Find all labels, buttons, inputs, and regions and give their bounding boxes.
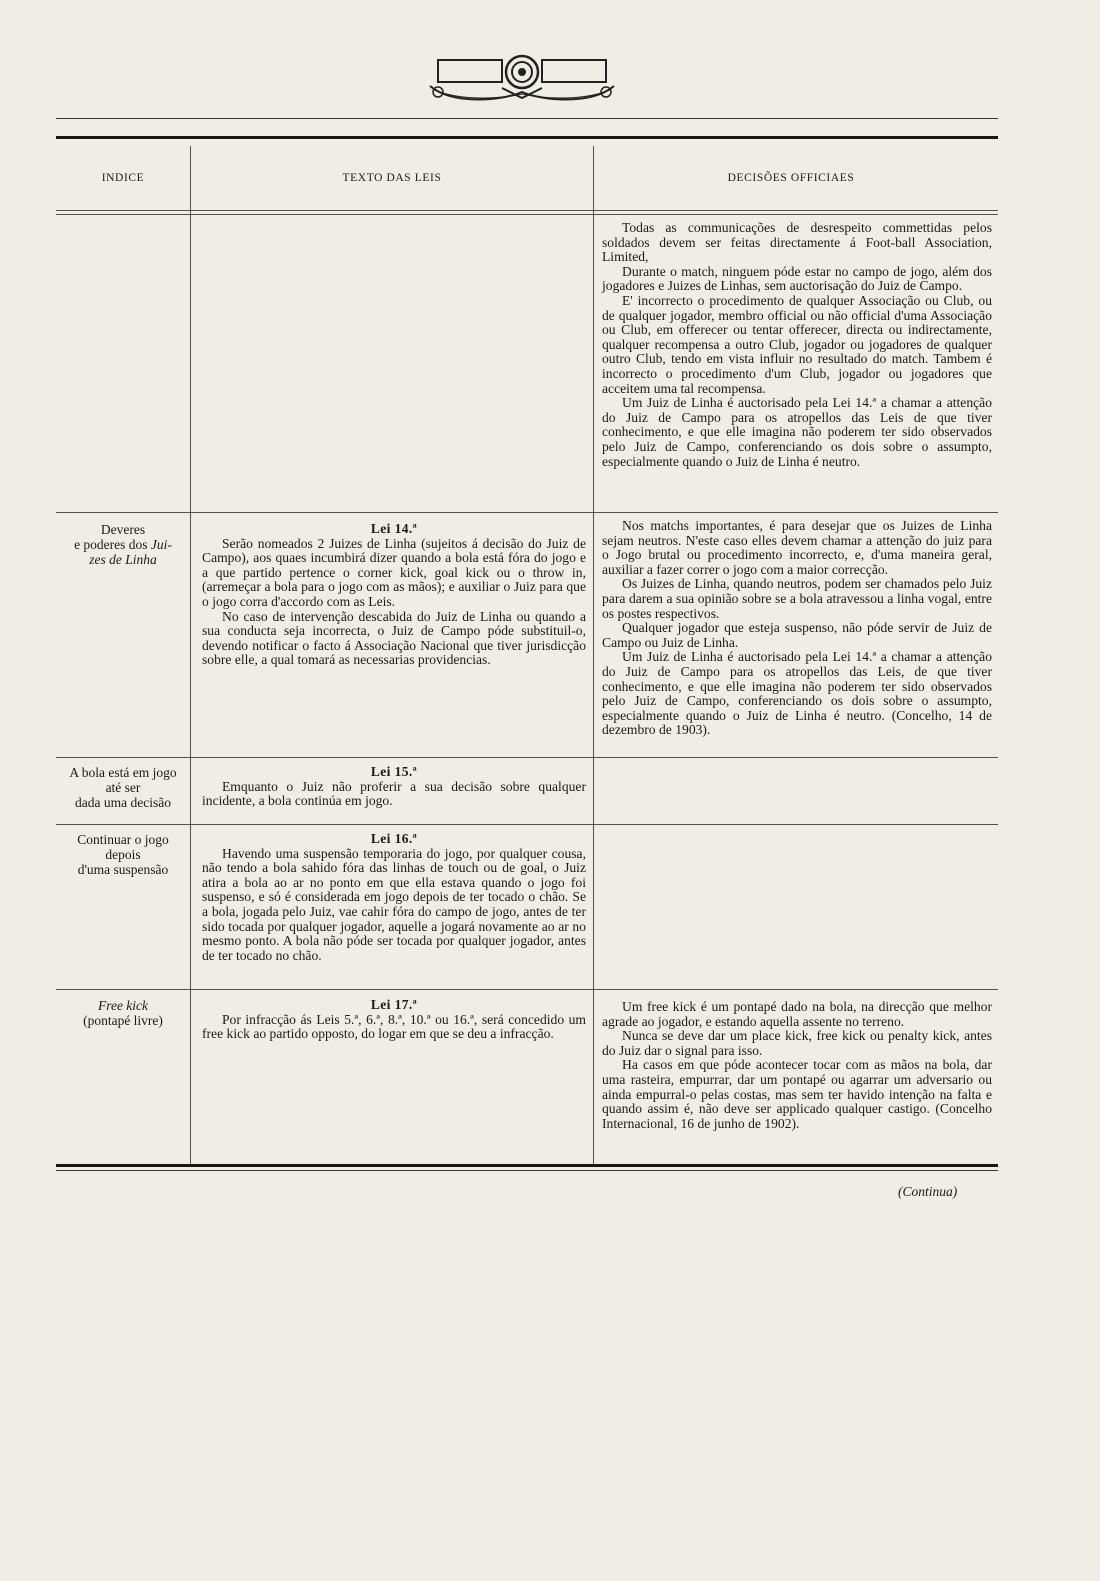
top-thick-rule xyxy=(56,136,998,139)
indice-line: d'uma suspensão xyxy=(77,862,169,877)
row3-texto xyxy=(202,832,586,963)
indice-line: Deveres xyxy=(100,522,146,537)
bottom-thick-rule xyxy=(56,1164,998,1167)
column-divider-2 xyxy=(593,146,594,1164)
texto-paragraph: Emquanto o Juiz não proferir a sua decisão sobre qualquer incidente, a bola continúa em jogo. xyxy=(202,778,586,809)
decisao-paragraph: Nos matchs importantes, é para desejar que os Juizes de Linha sejam neutros. N'este caso elles devem chamar a attenção do juiz para o Jogo brutal ou procedimento incorrecto, e, d'uma maneira geral, auxiliar a fazer correr o jogo com a maior correcção. xyxy=(602,518,992,577)
top-thin-rule xyxy=(56,118,998,119)
row1-indice xyxy=(58,522,188,567)
row-divider xyxy=(56,989,998,990)
decisao-paragraph: Qualquer jogador que esteja suspenso, não póde servir de Juiz de Campo ou Juiz de Linha. xyxy=(602,620,992,650)
header-texto-das-leis: TEXTO DAS LEIS xyxy=(342,172,442,184)
header-divider-2 xyxy=(56,214,998,215)
decisao-paragraph: Ha casos em que póde acontecer tocar com as mãos na bola, dar uma rasteira, empurrar, dar um pontapé ou agarrar um adversario ou ainda empurral-o pelas costas, mas sem ter havido intenção na falta e quando assim é, não deve ser applicado qualquer castigo. (Concelho Internacional, 16 de junho de 1902). xyxy=(602,1057,992,1131)
lei-heading: Lei 16.ª xyxy=(370,831,418,846)
row3-indice xyxy=(58,832,188,877)
continua-note: (Continua) xyxy=(898,1184,958,1199)
indice-line: (pontapé livre) xyxy=(83,1013,163,1028)
decisao-paragraph: Os Juizes de Linha, quando neutros, podem ser chamados pelo Juiz para darem a sua opinião sobre se a bola atravessou a linha vogal, entre os postes respectivos. xyxy=(602,576,992,621)
texto-paragraph: Havendo uma suspensão temporaria do jogo, por qualquer cousa, não tendo a bola sahido fóra das linhas de touch ou de goal, o Juiz atira a bola ao ar no ponto em que ella estava quando o jogo foi suspenso, e só é considerada em jogo depois de ter tocado o chão. Se a bola, jogada pelo Juiz, vae cahir fóra do campo de jogo, antes de ter sido tocada por qualquer jogador, aquelle a jogará novamente ao ar no mesmo ponto. A bola não póde ser tocada por qualquer jogador, antes de ter tocado no chão. xyxy=(202,845,586,963)
row0-decisoes xyxy=(602,221,992,469)
lei-heading: Lei 14.ª xyxy=(370,521,418,536)
header-indice: INDICE xyxy=(101,172,145,184)
decisao-paragraph: Um free kick é um pontapé dado na bola, na direcção que melhor agrade ao jogador, e estando aquella assente no terreno. xyxy=(602,999,992,1029)
header-decisoes-officiaes: DECISÕES OFFICIAES xyxy=(727,172,855,184)
decisao-paragraph: Um Juiz de Linha é auctorisado pela Lei 14.ª a chamar a attenção do Juiz de Campo para os atropellos das Leis de que tiver conhecimento, e que elle imagina não poderem ter sido observados pelo Juiz de Campo, conferenciando os dois sobre o assumpto, especialmente quando o Juiz de Linha é neutro. xyxy=(602,395,992,469)
indice-line: e poderes dos Jui- xyxy=(74,537,172,552)
decisao-paragraph: Todas as communicações de desrespeito commettidas pelos soldados devem ser feitas directamente á Foot-ball Association, Limited, xyxy=(602,220,992,265)
header-divider xyxy=(56,210,998,211)
column-divider-1 xyxy=(190,146,191,1164)
decisao-paragraph: E' incorrecto o procedimento de qualquer Associação ou Club, ou de qualquer jogador, membro official ou não official d'uma Associação ou Club, em offerecer ou tentar offerecer, directa ou indirectamente, qualquer recompensa a outro Club, jogador ou jogadores de qualquer outro Club, tendo em vista influir no resultado do match. Tambem é incorrecto o procedimento d'um Club, jogador ou jogadores que acceitem uma tal recompensa. xyxy=(602,292,992,396)
indice-line: Free kick xyxy=(97,998,149,1013)
texto-paragraph: No caso de intervenção descabida do Juiz de Linha ou quando a sua conducta seja incorrecta, o Juiz de Campo póde substituil-o, devendo notificar o facto á Associação Nacional que tiver jurisdicção sobre elle, a qual tomará as necessarias providencias. xyxy=(202,608,586,668)
row4-indice xyxy=(58,998,188,1028)
row2-texto xyxy=(202,765,586,809)
bottom-thin-rule xyxy=(56,1170,998,1171)
lei-heading: Lei 15.ª xyxy=(370,764,418,779)
tiro-e-sport-logo xyxy=(424,48,620,106)
row1-texto xyxy=(202,522,586,668)
row4-decisoes xyxy=(602,1000,992,1131)
texto-paragraph: Por infracção ás Leis 5.ª, 6.ª, 8.ª, 10.ª ou 16.ª, será concedido um free kick ao partido opposto, do logar em que se deu a infracção. xyxy=(202,1011,586,1042)
texto-paragraph: Serão nomeados 2 Juizes de Linha (sujeitos á decisão do Juiz de Campo), aos quaes incumbirá dizer quando a bola está fóra do jogo e a que partido pertence o corner kick, goal kick ou o throw in, (arremeçar a bola para o jogo com as mãos); e auxiliar o Juiz para que o jogo corra d'accordo com as Leis. xyxy=(202,535,586,609)
indice-line: dada uma decisão xyxy=(75,795,171,810)
row-divider xyxy=(56,757,998,758)
row4-texto xyxy=(202,998,586,1042)
row1-decisoes xyxy=(602,519,992,738)
row-divider xyxy=(56,824,998,825)
indice-line: Continuar o jogo xyxy=(77,832,169,847)
lei-heading: Lei 17.ª xyxy=(370,997,418,1012)
decisao-paragraph: Durante o match, ninguem póde estar no campo de jogo, além dos jogadores e Juizes de Linhas, sem auctorisação do Juiz de Campo. xyxy=(602,263,992,294)
indice-line: A bola está em jogo xyxy=(69,765,177,780)
decisao-paragraph: Nunca se deve dar um place kick, free kick ou penalty kick, antes do Juiz dar o signal para isso. xyxy=(602,1028,992,1058)
indice-line: zes de Linha xyxy=(89,552,157,567)
row2-indice xyxy=(58,765,188,810)
row-divider xyxy=(56,512,998,513)
indice-line: depois xyxy=(105,847,141,862)
indice-line: até ser xyxy=(105,780,141,795)
decisao-paragraph: Um Juiz de Linha é auctorisado pela Lei 14.ª a chamar a attenção do Juiz de Campo para os atropellos das Leis, de que tiver conhecimento, e que elle imagina não poderem ter sido observados pelo Juiz de Campo, conferenciando os dois sobre o assumpto, especialmente quando o Juiz de Linha é neutro. (Concelho, 14 de dezembro de 1903). xyxy=(602,649,992,738)
